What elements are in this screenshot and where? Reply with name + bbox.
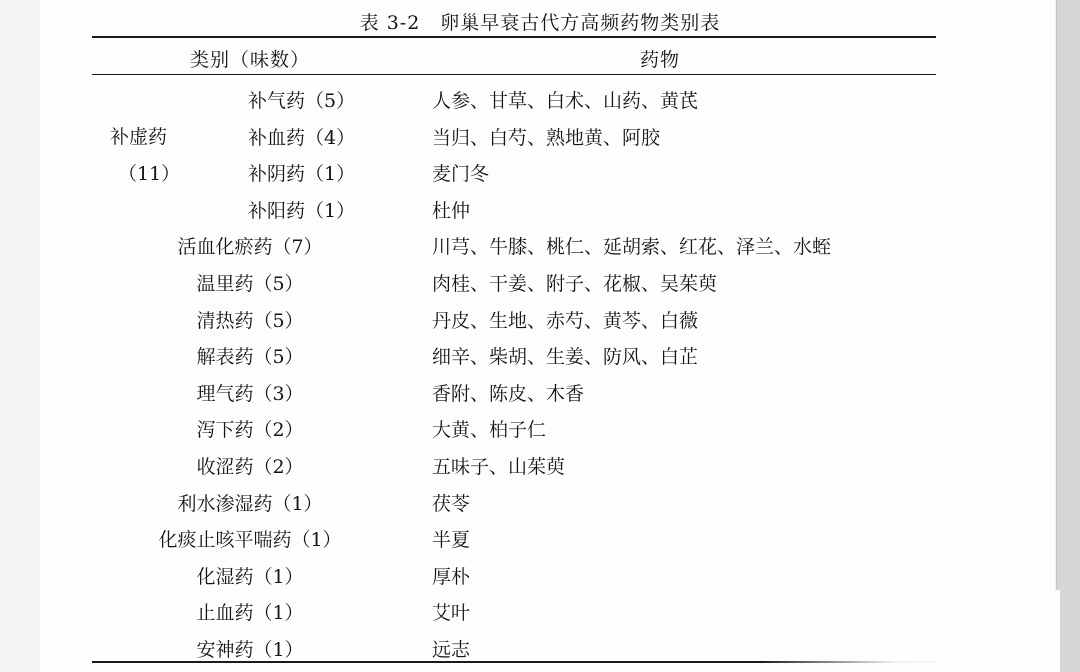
row-category: 补血药（4） (248, 126, 356, 149)
row-herbs: 当归、白芍、熟地黄、阿胶 (432, 126, 661, 149)
table-title: 表 3-2 卵巢早衰古代方高频药物类别表 (359, 12, 721, 34)
row-herbs: 丹皮、生地、赤芍、黄芩、白薇 (432, 309, 699, 332)
row-herbs: 五味子、山茱萸 (432, 456, 566, 478)
table-row (0, 269, 1080, 305)
table-row (0, 123, 1080, 159)
table-row (0, 525, 1080, 561)
row-category: 补气药（5） (248, 90, 356, 112)
row-herbs: 艾叶 (432, 602, 471, 625)
group-count: （11） (118, 163, 181, 185)
column-header-category: 类别（味数） (190, 49, 311, 71)
row-category: 化湿药（1） (196, 565, 304, 588)
table-row (0, 379, 1080, 415)
row-category: 补阴药（1） (248, 163, 356, 186)
row-category: 收涩药（2） (196, 456, 304, 478)
table-row (0, 415, 1080, 451)
row-herbs: 细辛、柴胡、生姜、防风、白芷 (432, 346, 699, 369)
row-category: 利水渗湿药（1） (177, 492, 323, 515)
row-herbs: 杜仲 (432, 199, 471, 222)
corner-fade (760, 590, 1060, 672)
table-row (0, 196, 1080, 232)
table-row (0, 159, 1080, 195)
row-category: 泻下药（2） (196, 419, 304, 442)
row-herbs: 大黄、柏子仁 (432, 419, 547, 442)
row-category: 温里药（5） (196, 273, 304, 295)
row-herbs: 川芎、牛膝、桃仁、延胡索、红花、泽兰、水蛭 (432, 236, 832, 259)
row-category: 清热药（5） (196, 309, 304, 332)
table-row (0, 342, 1080, 378)
group-name: 补虚药 (110, 126, 168, 148)
row-category: 补阳药（1） (248, 199, 356, 222)
row-herbs: 肉桂、干姜、附子、花椒、吴茱萸 (432, 273, 718, 295)
table-row (0, 452, 1080, 488)
row-herbs: 厚朴 (432, 565, 471, 588)
column-header-herbs: 药物 (640, 49, 681, 71)
row-category: 化痰止咳平喘药（1） (158, 529, 342, 552)
row-category: 止血药（1） (196, 602, 304, 625)
row-category: 安神药（1） (196, 639, 304, 661)
row-herbs: 人参、甘草、白术、山药、黄芪 (432, 90, 699, 112)
table-row (0, 306, 1080, 342)
top-rule (92, 36, 936, 38)
table-row (0, 489, 1080, 525)
header-rule (92, 74, 936, 75)
row-category: 活血化瘀药（7） (177, 236, 323, 259)
table-row (0, 86, 1080, 122)
row-herbs: 半夏 (432, 529, 471, 552)
table-row (0, 232, 1080, 268)
row-herbs: 香附、陈皮、木香 (432, 382, 585, 405)
row-herbs: 茯苓 (432, 492, 471, 515)
row-herbs: 麦门冬 (432, 163, 490, 186)
row-category: 理气药（3） (196, 382, 304, 405)
row-herbs: 远志 (432, 639, 471, 661)
row-category: 解表药（5） (196, 346, 304, 369)
